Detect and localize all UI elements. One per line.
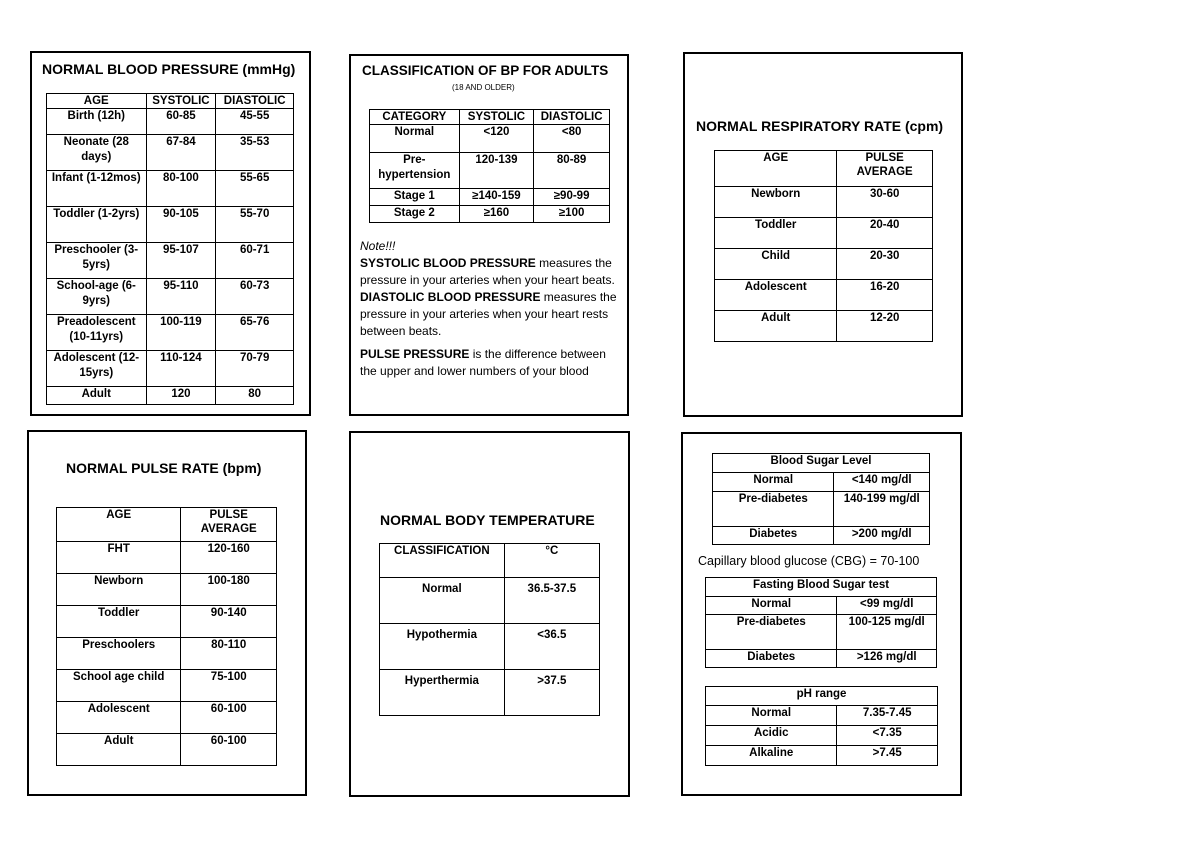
bp-classification-subtitle: (18 AND OLDER) — [452, 83, 515, 92]
table-cell: Toddler (1-2yrs) — [47, 207, 147, 243]
respiratory-rate-title: NORMAL RESPIRATORY RATE (cpm) — [696, 118, 944, 134]
systolic-term: SYSTOLIC BLOOD PRESSURE — [360, 256, 536, 270]
table-cell: Adolescent — [715, 280, 837, 311]
table-row — [713, 492, 930, 527]
table-cell: Adolescent (12-15yrs) — [47, 351, 147, 387]
table-header: AGE — [715, 151, 837, 187]
table-cell: 35-53 — [216, 135, 294, 171]
table-row — [715, 187, 933, 218]
table-row — [706, 615, 937, 650]
pulse-pressure-term: PULSE PRESSURE — [360, 347, 470, 361]
table-cell: 100-119 — [146, 315, 216, 351]
table-cell: Normal — [370, 125, 460, 153]
table-row — [715, 280, 933, 311]
table-header-row — [380, 544, 600, 578]
table-row — [47, 135, 294, 171]
blood-pressure-table — [46, 93, 294, 405]
table-row — [706, 650, 937, 668]
pulse-rate-title: NORMAL PULSE RATE (bpm) — [66, 460, 262, 476]
table-cell: <99 mg/dl — [837, 597, 937, 615]
table-cell: 55-70 — [216, 207, 294, 243]
table-cell: <36.5 — [504, 624, 599, 670]
table-cell: 45-55 — [216, 109, 294, 135]
blood-pressure-title: NORMAL BLOOD PRESSURE (mmHg) — [42, 61, 296, 77]
table-cell: Pre-hypertension — [370, 153, 460, 189]
ph-range-table — [705, 686, 938, 766]
ph-title: pH range — [706, 687, 938, 706]
table-cell: Pre-diabetes — [706, 615, 837, 650]
table-cell: 67-84 — [146, 135, 216, 171]
table-row — [370, 125, 610, 153]
table-cell: Pre-diabetes — [713, 492, 834, 527]
body-temperature-table — [379, 543, 600, 716]
table-row — [57, 670, 277, 702]
table-cell: 80 — [216, 387, 294, 405]
table-cell: <140 mg/dl — [834, 473, 930, 492]
table-cell: Hyperthermia — [380, 670, 505, 716]
table-row — [715, 218, 933, 249]
table-row — [57, 734, 277, 766]
table-cell: Normal — [380, 578, 505, 624]
table-cell: Hypothermia — [380, 624, 505, 670]
table-cell: Birth (12h) — [47, 109, 147, 135]
body-temperature-title: NORMAL BODY TEMPERATURE — [380, 512, 595, 528]
table-cell: Neonate (28 days) — [47, 135, 147, 171]
table-row — [706, 706, 938, 726]
table-cell: Preadolescent (10-11yrs) — [47, 315, 147, 351]
table-row — [47, 109, 294, 135]
table-row — [57, 702, 277, 734]
blood-sugar-title: Blood Sugar Level — [713, 454, 930, 473]
table-cell: 60-73 — [216, 279, 294, 315]
table-row — [57, 542, 277, 574]
table-header: °C — [504, 544, 599, 578]
table-cell: 60-100 — [181, 702, 277, 734]
table-row — [706, 726, 938, 746]
table-cell: 120-139 — [459, 153, 534, 189]
table-row — [47, 243, 294, 279]
table-cell: 20-40 — [837, 218, 933, 249]
table-cell: Adult — [57, 734, 181, 766]
bp-notes — [360, 238, 618, 380]
table-cell: >37.5 — [504, 670, 599, 716]
table-header: PULSE AVERAGE — [837, 151, 933, 187]
table-header: CATEGORY — [370, 110, 460, 125]
diastolic-note — [360, 289, 618, 340]
table-row — [57, 638, 277, 670]
table-cell: 36.5-37.5 — [504, 578, 599, 624]
diastolic-term: DIASTOLIC BLOOD PRESSURE — [360, 290, 541, 304]
table-cell: ≥90-99 — [534, 189, 610, 206]
table-cell: 80-89 — [534, 153, 610, 189]
bp-classification-title: CLASSIFICATION OF BP FOR ADULTS — [362, 63, 609, 78]
table-cell: <120 — [459, 125, 534, 153]
table-cell: 60-100 — [181, 734, 277, 766]
table-cell: 80-100 — [146, 171, 216, 207]
table-cell: 30-60 — [837, 187, 933, 218]
table-cell: 120 — [146, 387, 216, 405]
systolic-note — [360, 255, 618, 289]
note-label: Note!!! — [360, 239, 396, 253]
table-row — [47, 315, 294, 351]
table-header-row — [57, 508, 277, 542]
table-cell: 70-79 — [216, 351, 294, 387]
diastolic-text: measures the pressure in your arteries when your heart rests between beats. — [360, 290, 617, 338]
table-row — [380, 624, 600, 670]
table-cell: Preschooler (3-5yrs) — [47, 243, 147, 279]
table-cell: 90-140 — [181, 606, 277, 638]
table-cell: >200 mg/dl — [834, 527, 930, 545]
table-cell: 16-20 — [837, 280, 933, 311]
table-cell: 7.35-7.45 — [837, 706, 938, 726]
table-row — [47, 351, 294, 387]
table-cell: Toddler — [715, 218, 837, 249]
table-cell: Stage 1 — [370, 189, 460, 206]
table-cell: 95-110 — [146, 279, 216, 315]
table-cell: 120-160 — [181, 542, 277, 574]
table-row — [370, 206, 610, 223]
table-row — [370, 189, 610, 206]
table-cell: Stage 2 — [370, 206, 460, 223]
table-cell: Normal — [706, 706, 837, 726]
table-cell: ≥160 — [459, 206, 534, 223]
table-row — [713, 473, 930, 492]
table-cell: Diabetes — [713, 527, 834, 545]
fasting-blood-sugar-table — [705, 577, 937, 668]
bp-classification-table — [369, 109, 610, 223]
table-cell: ≥100 — [534, 206, 610, 223]
table-cell: Child — [715, 249, 837, 280]
table-cell: 55-65 — [216, 171, 294, 207]
table-row — [47, 207, 294, 243]
pulse-pressure-note — [360, 346, 618, 380]
table-header: DIASTOLIC — [534, 110, 610, 125]
table-row — [715, 249, 933, 280]
table-row — [47, 279, 294, 315]
systolic-text: measures the pressure in your arteries when your heart beats. — [360, 256, 615, 287]
table-header: CLASSIFICATION — [380, 544, 505, 578]
table-cell: 90-105 — [146, 207, 216, 243]
table-cell: Newborn — [715, 187, 837, 218]
cbg-text: Capillary blood glucose (CBG) = 70-100 — [698, 554, 920, 568]
table-cell: >7.45 — [837, 746, 938, 766]
table-row — [47, 387, 294, 405]
fasting-title: Fasting Blood Sugar test — [706, 578, 937, 597]
table-header: PULSE AVERAGE — [181, 508, 277, 542]
table-cell: Preschoolers — [57, 638, 181, 670]
blood-sugar-table — [712, 453, 930, 545]
table-cell: Newborn — [57, 574, 181, 606]
table-header: AGE — [47, 94, 147, 109]
table-cell: FHT — [57, 542, 181, 574]
table-cell: Adult — [715, 311, 837, 342]
pulse-pressure-text: is the difference between the upper and lower numbers of your blood — [360, 347, 606, 378]
table-cell: 110-124 — [146, 351, 216, 387]
table-cell: Normal — [713, 473, 834, 492]
table-row — [380, 578, 600, 624]
table-cell: <80 — [534, 125, 610, 153]
table-cell: Toddler — [57, 606, 181, 638]
table-header: SYSTOLIC — [146, 94, 216, 109]
table-cell: 60-71 — [216, 243, 294, 279]
table-cell: 80-110 — [181, 638, 277, 670]
table-cell: 12-20 — [837, 311, 933, 342]
table-cell: 140-199 mg/dl — [834, 492, 930, 527]
table-cell: 75-100 — [181, 670, 277, 702]
table-cell: School-age (6-9yrs) — [47, 279, 147, 315]
table-cell: 60-85 — [146, 109, 216, 135]
table-row — [715, 311, 933, 342]
table-cell: Alkaline — [706, 746, 837, 766]
table-row — [57, 574, 277, 606]
table-row — [370, 153, 610, 189]
table-cell: 20-30 — [837, 249, 933, 280]
table-header-row — [370, 110, 610, 125]
table-cell: School age child — [57, 670, 181, 702]
table-row — [713, 527, 930, 545]
table-row — [57, 606, 277, 638]
table-cell: 65-76 — [216, 315, 294, 351]
table-header: DIASTOLIC — [216, 94, 294, 109]
pulse-rate-table — [56, 507, 277, 766]
table-cell: Infant (1-12mos) — [47, 171, 147, 207]
table-cell: Adolescent — [57, 702, 181, 734]
table-cell: 100-180 — [181, 574, 277, 606]
table-cell: Acidic — [706, 726, 837, 746]
table-title-row — [713, 454, 930, 473]
table-header-row — [47, 94, 294, 109]
table-header: SYSTOLIC — [459, 110, 534, 125]
table-cell: ≥140-159 — [459, 189, 534, 206]
table-row — [47, 171, 294, 207]
table-header: AGE — [57, 508, 181, 542]
table-row — [380, 670, 600, 716]
table-cell: Normal — [706, 597, 837, 615]
table-cell: >126 mg/dl — [837, 650, 937, 668]
table-cell: Adult — [47, 387, 147, 405]
table-cell: 100-125 mg/dl — [837, 615, 937, 650]
table-cell: Diabetes — [706, 650, 837, 668]
table-cell: <7.35 — [837, 726, 938, 746]
table-cell: 95-107 — [146, 243, 216, 279]
table-row — [706, 746, 938, 766]
table-header-row — [715, 151, 933, 187]
table-title-row — [706, 578, 937, 597]
respiratory-rate-table — [714, 150, 933, 342]
table-title-row — [706, 687, 938, 706]
table-row — [706, 597, 937, 615]
